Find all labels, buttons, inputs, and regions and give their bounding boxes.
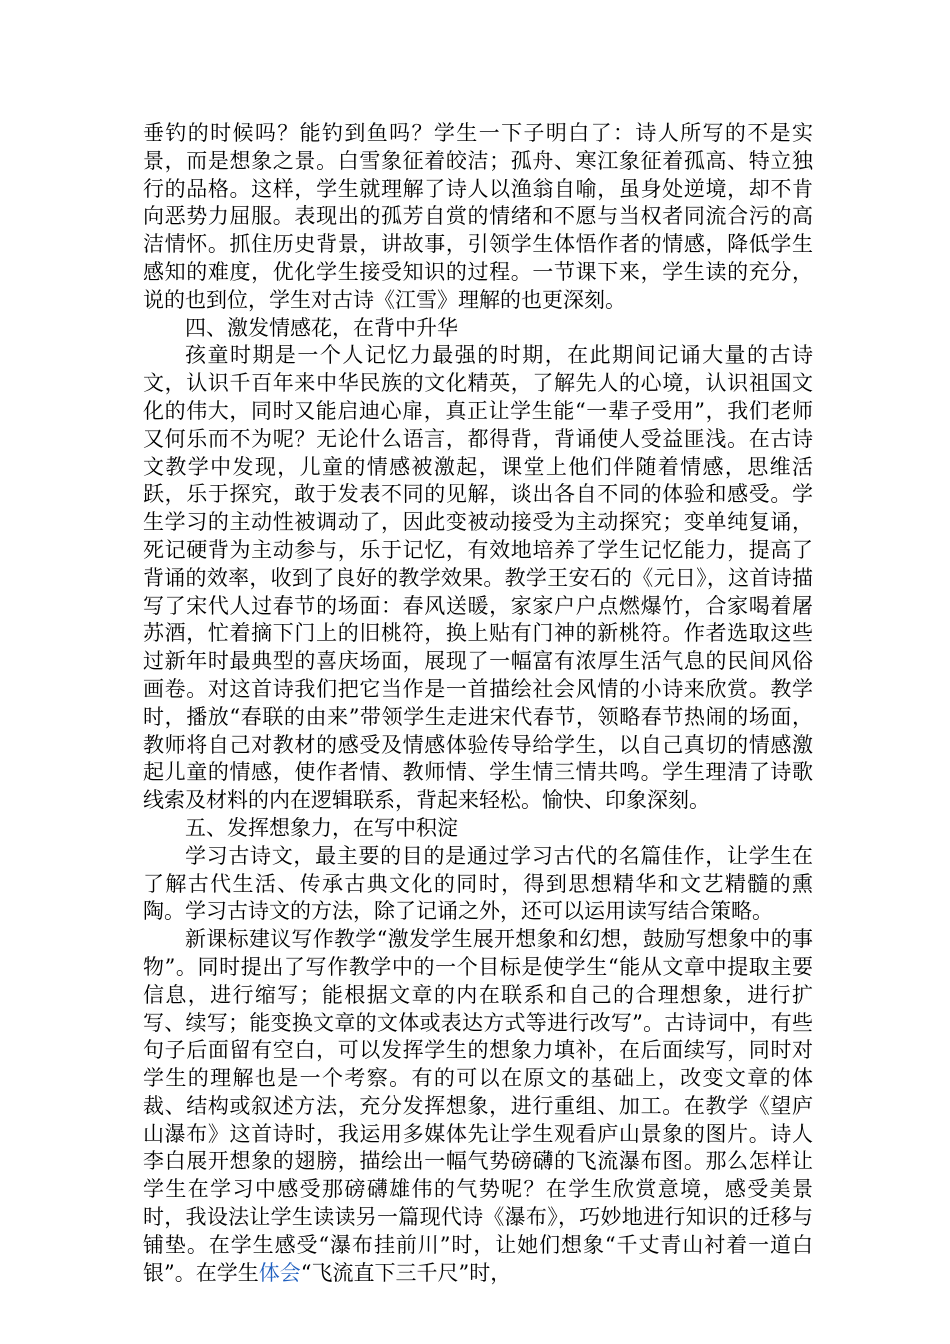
paragraph-text-before-link: 新课标建议写作教学“激发学生展开想象和幻想，鼓励写想象中的事物”。同时提出了写作教学中的一个目标是使学生“能从文章中提取主要信息，进行缩写；能根据文章的内在联系和自己的合理想象，进行扩写、续写；能变换文章的文体或表达方式等进行改写”。古诗词中，有些句子后面留有空白，可以发挥学生的想象力填补，在后面续写，同时对学生的理解也是一个考察。有的可以在原文的基础上，改变文章的体裁、结构或叙述方法，充分发挥想象，进行重组、加工。在教学《望庐山瀑布》这首诗时，我运用多媒体先让学生观看庐山景象的图片。诗人李白展开想象的翅膀，描绘出一幅气势磅礴的飞流瀑布图。那么怎样让学生在学习中感受那磅礴雄伟的气势呢？在学生欣赏意境，感受美景时，我设法让学生读读另一篇现代诗《瀑布》，巧妙地进行知识的迁移与铺垫。在学生感受“瀑布挂前川”时，让她们想象“千丈青山衬着一道白银”。在学生 <box>143 927 813 1285</box>
section-heading-4: 四、激发情感花，在背中升华 <box>185 315 458 340</box>
hyperlink-tihui[interactable]: 体会 <box>258 1260 301 1285</box>
paragraph-curriculum-writing <box>143 926 813 1287</box>
paragraph-reading-writing: 学习古诗文，最主要的目的是通过学习古代的名篇佳作，让学生在了解古代生活、传承古典文化的同时，得到思想精华和文艺精髓的熏陶。学习古诗文的方法，除了记诵之外，还可以运用读写结合策略。 <box>143 843 813 924</box>
paragraph-text-after-link: “飞流直下三千尺”时， <box>300 1260 512 1285</box>
section-heading-5: 五、发挥想象力，在写中积淀 <box>185 815 458 840</box>
document-page <box>143 120 813 1287</box>
paragraph-memorization: 孩童时期是一个人记忆力最强的时期，在此期间记诵大量的古诗文，认识千百年来中华民族的文化精英，了解先人的心境，认识祖国文化的伟大，同时又能启迪心扉，真正让学生能“一辈子受用”，我们老师又何乐而不为呢？无论什么语言，都得背，背诵使人受益匪浅。在古诗文教学中发现，儿童的情感被激起，课堂上他们伴随着情感，思维活跃，乐于探究，敢于发表不同的见解，谈出各自不同的体验和感受。学生学习的主动性被调动了，因此变被动接受为主动探究；变单纯复诵，死记硬背为主动参与，乐于记忆，有效地培养了学生记忆能力，提高了背诵的效率，收到了良好的教学效果。教学王安石的《元日》，这首诗描写了宋代人过春节的场面：春风送暖，家家户户点燃爆竹，合家喝着屠苏酒，忙着摘下门上的旧桃符，换上贴有门神的新桃符。作者选取这些过新年时最典型的喜庆场面，展现了一幅富有浓厚生活气息的民间风俗画卷。对这首诗我们把它当作是一首描绘社会风情的小诗来欣赏。教学时，播放“春联的由来”带领学生走进宋代春节，领略春节热闹的场面，教师将自己对教材的感受及情感体验传导给学生，以自己真切的情感激起儿童的情感，使作者情、教师情、学生情三情共鸣。学生理清了诗歌线索及材料的内在逻辑联系，背起来轻松。愉快、印象深刻。 <box>143 343 813 813</box>
paragraph-continuation: 垂钓的时候吗？能钓到鱼吗？学生一下子明白了：诗人所写的不是实景，而是想象之景。白雪象征着皎洁；孤舟、寒江象征着孤高、特立独行的品格。这样，学生就理解了诗人以渔翁自喻，虽身处逆境，却不肯向恶势力屈服。表现出的孤芳自赏的情绪和不愿与当权者同流合污的高洁情怀。抓住历史背景，讲故事，引领学生体悟作者的情感，降低学生感知的难度，优化学生接受知识的过程。一节课下来，学生读的充分，说的也到位，学生对古诗《江雪》理解的也更深刻。 <box>143 121 813 312</box>
